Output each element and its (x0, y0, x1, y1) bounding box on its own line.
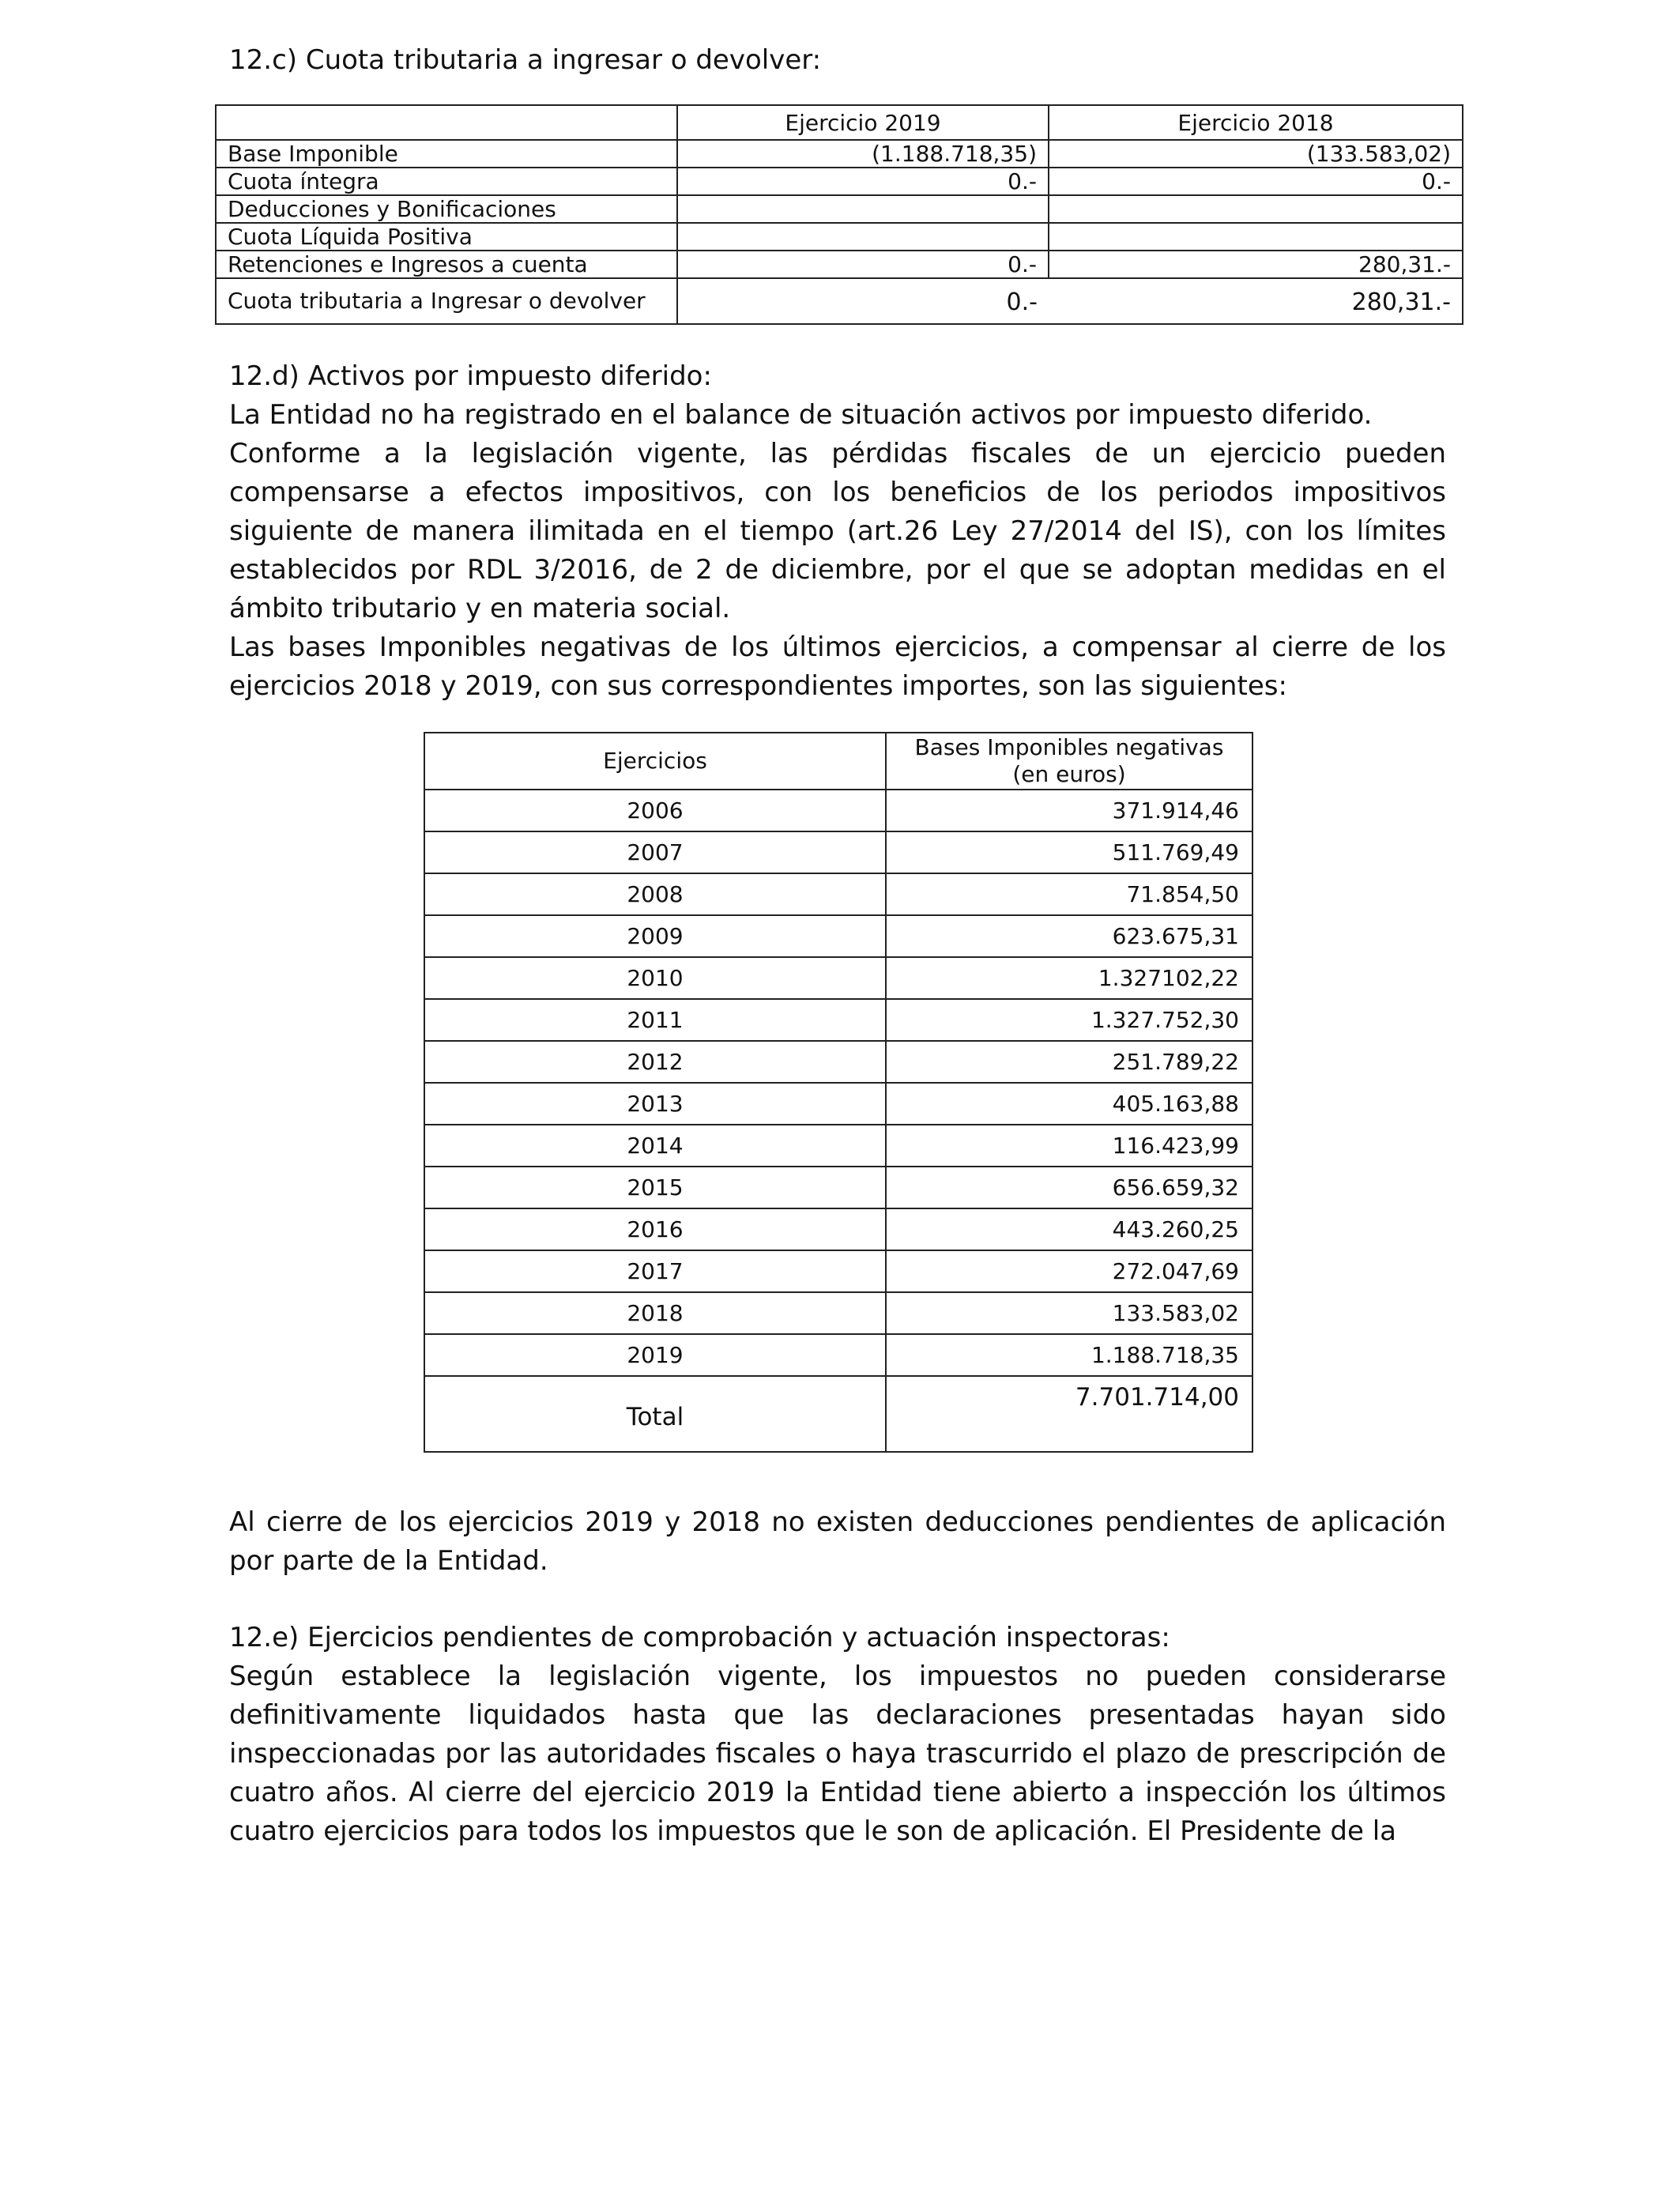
table-row (424, 1041, 1252, 1083)
year-cell: 2016 (424, 1208, 886, 1250)
total-label: Cuota tributaria a Ingresar o devolver (216, 278, 677, 324)
header-values (886, 733, 1252, 790)
value-2018: 0.- (1049, 168, 1463, 195)
paragraph: Al cierre de los ejercicios 2019 y 2018 no existen deducciones pendientes de aplicación por parte de la Entidad. (229, 1506, 1446, 1577)
row-label: Cuota Líquida Positiva (216, 223, 677, 251)
value-cell: 272.047,69 (886, 1250, 1252, 1292)
year-cell: 2011 (424, 999, 886, 1041)
section-d-text (229, 396, 1446, 706)
year-cell: 2007 (424, 831, 886, 873)
year-cell: 2010 (424, 957, 886, 999)
value-2019: (1.188.718,35) (677, 140, 1049, 168)
table-row (424, 1167, 1252, 1208)
value-cell: 443.260,25 (886, 1208, 1252, 1250)
value-2018 (1049, 195, 1463, 223)
header-values-line1: Bases Imponibles negativas (914, 734, 1224, 760)
table-row (424, 915, 1252, 957)
value-2018: (133.583,02) (1049, 140, 1463, 168)
value-cell: 71.854,50 (886, 873, 1252, 915)
value-2018: 280,31.- (1049, 251, 1463, 278)
year-cell: 2009 (424, 915, 886, 957)
total-row (424, 1376, 1252, 1452)
value-cell: 1.327.752,30 (886, 999, 1252, 1041)
table-row (216, 251, 1463, 278)
table-row (216, 195, 1463, 223)
table-row (216, 168, 1463, 195)
table-row (424, 790, 1252, 831)
total-value: 7.701.714,00 (886, 1376, 1252, 1452)
value-2019: 0.- (677, 251, 1049, 278)
table-row (424, 957, 1252, 999)
value-cell: 623.675,31 (886, 915, 1252, 957)
total-label: Total (424, 1376, 886, 1452)
value-cell: 371.914,46 (886, 790, 1252, 831)
value-cell: 251.789,22 (886, 1041, 1252, 1083)
year-cell: 2008 (424, 873, 886, 915)
header-values-line2: (en euros) (1012, 761, 1126, 787)
table-row (216, 223, 1463, 251)
row-label: Retenciones e Ingresos a cuenta (216, 251, 677, 278)
paragraph: Conforme a la legislación vigente, las pérdidas fiscales de un ejercicio pueden compensarse a efectos impositivos, con los beneficios de los periodos impositivos siguiente de manera ilimitada en el tiempo (art.26 Ley 27/2014 del IS), con los límites establecidos por RDL 3/2016, de 2 de diciembre, por el que se adoptan medidas en el ámbito tributario y en materia social. (229, 438, 1446, 624)
value-2019: 0.- (677, 168, 1049, 195)
value-2019 (677, 195, 1049, 223)
table-header-row (424, 733, 1252, 790)
table-row (216, 140, 1463, 168)
total-2018: 280,31.- (1049, 278, 1463, 324)
table-row (424, 1083, 1252, 1125)
section-d-heading: 12.d) Activos por impuesto diferido: (229, 360, 712, 392)
negative-tax-bases-table (424, 732, 1253, 1453)
empty-header-cell (216, 105, 677, 140)
section-e-text (229, 1657, 1446, 1851)
value-2019 (677, 223, 1049, 251)
table-row (424, 1292, 1252, 1334)
total-row (216, 278, 1463, 324)
year-cell: 2012 (424, 1041, 886, 1083)
year-cell: 2015 (424, 1167, 886, 1208)
table-row (424, 999, 1252, 1041)
value-cell: 1.188.718,35 (886, 1334, 1252, 1376)
value-cell: 133.583,02 (886, 1292, 1252, 1334)
year-cell: 2014 (424, 1125, 886, 1167)
value-cell: 405.163,88 (886, 1083, 1252, 1125)
year-cell: 2017 (424, 1250, 886, 1292)
header-2019: Ejercicio 2019 (677, 105, 1049, 140)
total-2019: 0.- (677, 278, 1049, 324)
value-2018 (1049, 223, 1463, 251)
section-d-closing-text (229, 1503, 1446, 1581)
section-e-heading: 12.e) Ejercicios pendientes de comprobación y actuación inspectoras: (229, 1622, 1170, 1653)
value-cell: 656.659,32 (886, 1167, 1252, 1208)
paragraph: La Entidad no ha registrado en el balance de situación activos por impuesto diferido. (229, 399, 1373, 431)
year-cell: 2006 (424, 790, 886, 831)
table-row (424, 1334, 1252, 1376)
header-2018: Ejercicio 2018 (1049, 105, 1463, 140)
row-label: Deducciones y Bonificaciones (216, 195, 677, 223)
year-cell: 2018 (424, 1292, 886, 1334)
year-cell: 2013 (424, 1083, 886, 1125)
paragraph: Según establece la legislación vigente, los impuestos no pueden considerarse definitivamente liquidados hasta que las declaraciones presentadas hayan sido inspeccionadas por las autoridades fiscales o haya trascurrido el plazo de prescripción de cuatro años. Al cierre del ejercicio 2019 la Entidad tiene abierto a inspección los últimos cuatro ejercicios para todos los impuestos que le son de aplicación. El Presidente de la (229, 1661, 1446, 1847)
table-row (424, 1125, 1252, 1167)
tax-quota-table (215, 104, 1463, 325)
value-cell: 116.423,99 (886, 1125, 1252, 1167)
value-cell: 511.769,49 (886, 831, 1252, 873)
paragraph: Las bases Imponibles negativas de los últimos ejercicios, a compensar al cierre de los ejercicios 2018 y 2019, con sus correspondientes importes, son las siguientes: (229, 631, 1446, 702)
table-header-row (216, 105, 1463, 140)
table-row (424, 1250, 1252, 1292)
row-label: Base Imponible (216, 140, 677, 168)
table-row (424, 1208, 1252, 1250)
section-c-heading: 12.c) Cuota tributaria a ingresar o devolver: (229, 44, 822, 76)
row-label: Cuota íntegra (216, 168, 677, 195)
table-row (424, 831, 1252, 873)
header-years: Ejercicios (424, 733, 886, 790)
year-cell: 2019 (424, 1334, 886, 1376)
value-cell: 1.327102,22 (886, 957, 1252, 999)
table-row (424, 873, 1252, 915)
